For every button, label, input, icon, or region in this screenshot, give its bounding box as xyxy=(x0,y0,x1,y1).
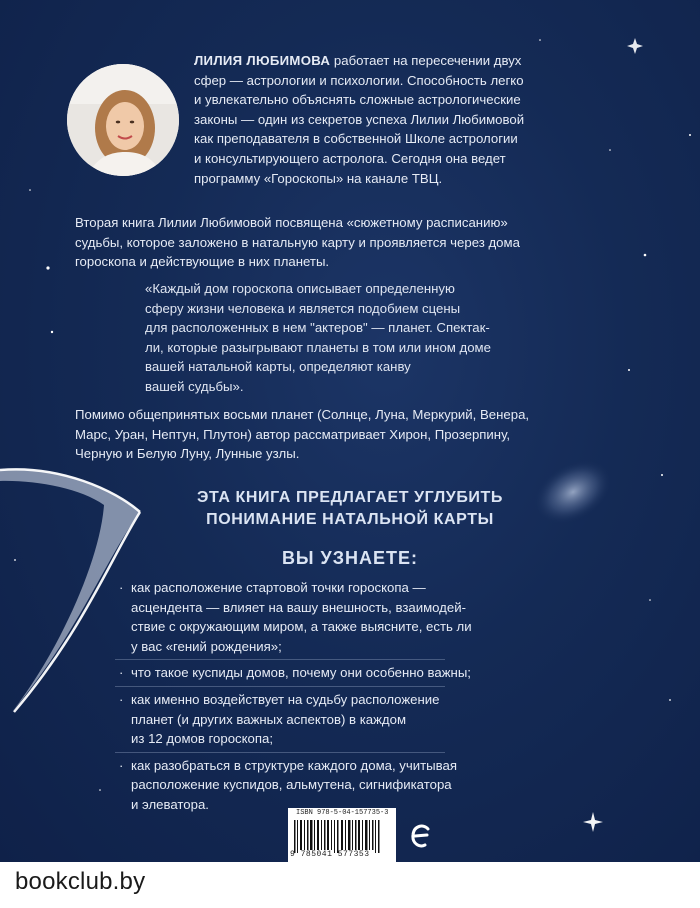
divider xyxy=(115,752,445,753)
quote-line: ли, которые разыгрывают планеты в том или ином доме xyxy=(145,339,491,355)
quote-line: вашей натальной карты, определяют канву xyxy=(145,359,411,375)
quote-line: вашей судьбы». xyxy=(145,378,244,394)
list-item: · как разобраться в структуре каждого дома, учитывая расположение куспидов, альмутена, сигнификатора и элеватора. xyxy=(131,756,561,822)
bullet-icon: · xyxy=(119,580,124,595)
barcode-number: 9 785041 577353 xyxy=(290,850,370,859)
planets-line: Марс, Уран, Нептун, Плутон) автор рассматривает Хирон, Прозерпину, xyxy=(75,426,511,442)
bullet-icon: · xyxy=(119,665,124,681)
quote-line: сферу жизни человека и является подобием сцены xyxy=(145,300,461,316)
headline xyxy=(0,487,700,531)
author-bio-line: законы — один из секретов успеха Лилии Любимовой xyxy=(194,111,525,127)
planets-line: Помимо общепринятых восьми планет (Солнце, Луна, Меркурий, Венера, xyxy=(75,407,530,422)
quote-line: «Каждый дом гороскопа описывает определенную xyxy=(145,281,455,296)
divider xyxy=(115,659,445,660)
divider xyxy=(115,686,445,687)
author-bio-line: сфер — астрологии и психологии. Способность легко xyxy=(194,72,524,88)
list-item: · как расположение стартовой точки гороскопа — асцендента — влияет на вашу внешность, взаимодей- ствие с окружающим миром, а также выясните, есть ли у вас «гений рождения»; xyxy=(119,580,472,654)
isbn-label: ISBN 978-5-04-157735-3 xyxy=(296,809,389,817)
planets-line: Черную и Белую Луну, Лунные узлы. xyxy=(75,446,300,462)
author-bio-line: и консультирующего астролога. Сегодня она ведет xyxy=(194,150,506,166)
book-intro xyxy=(75,213,630,272)
watermark-brand: bookclub.by xyxy=(15,868,146,895)
author-photo xyxy=(67,64,179,176)
quote-line: для расположенных в нем "актеров" — планет. Спектак- xyxy=(145,320,490,336)
bullet-icon: · xyxy=(119,757,124,773)
planets-paragraph xyxy=(75,405,640,464)
publisher-logo-icon xyxy=(410,823,432,849)
author-bio xyxy=(194,51,614,188)
headline-line-1: ЭТА КНИГА ПРЕДЛАГАЕТ УГЛУБИТЬ xyxy=(196,489,504,506)
list-item: · как именно воздействует на судьбу расположение планет (и других важных аспектов) в каждом из 12 домов гороскопа; xyxy=(131,690,561,756)
bullet-icon: · xyxy=(119,691,124,707)
author-bio-line: работает на пересечении двух xyxy=(330,53,522,68)
author-bio-line: как преподавателя в собственной Школе астрологии xyxy=(194,131,518,147)
author-name: ЛИЛИЯ ЛЮБИМОВА xyxy=(194,53,331,68)
learn-title: ВЫ УЗНАЕТЕ: xyxy=(281,548,419,568)
author-quote xyxy=(145,279,585,397)
headline-line-2: ПОНИМАНИЕ НАТАЛЬНОЙ КАРТЫ xyxy=(206,511,494,528)
intro-line: Вторая книга Лилии Любимовой посвящена «сюжетному расписанию» xyxy=(75,215,508,230)
learn-list xyxy=(119,578,561,822)
author-bio-line: программу «Гороскопы» на канале ТВЦ. xyxy=(194,170,443,186)
list-item: · что такое куспиды домов, почему они особенно важны; xyxy=(131,663,561,690)
intro-line: судьбы, которое заложено в натальную карту и проявляется через дома xyxy=(75,234,520,250)
author-bio-line: и увлекательно объяснять сложные астрологические xyxy=(194,92,521,108)
intro-line: гороскопа и действующие в них планеты. xyxy=(75,254,330,270)
